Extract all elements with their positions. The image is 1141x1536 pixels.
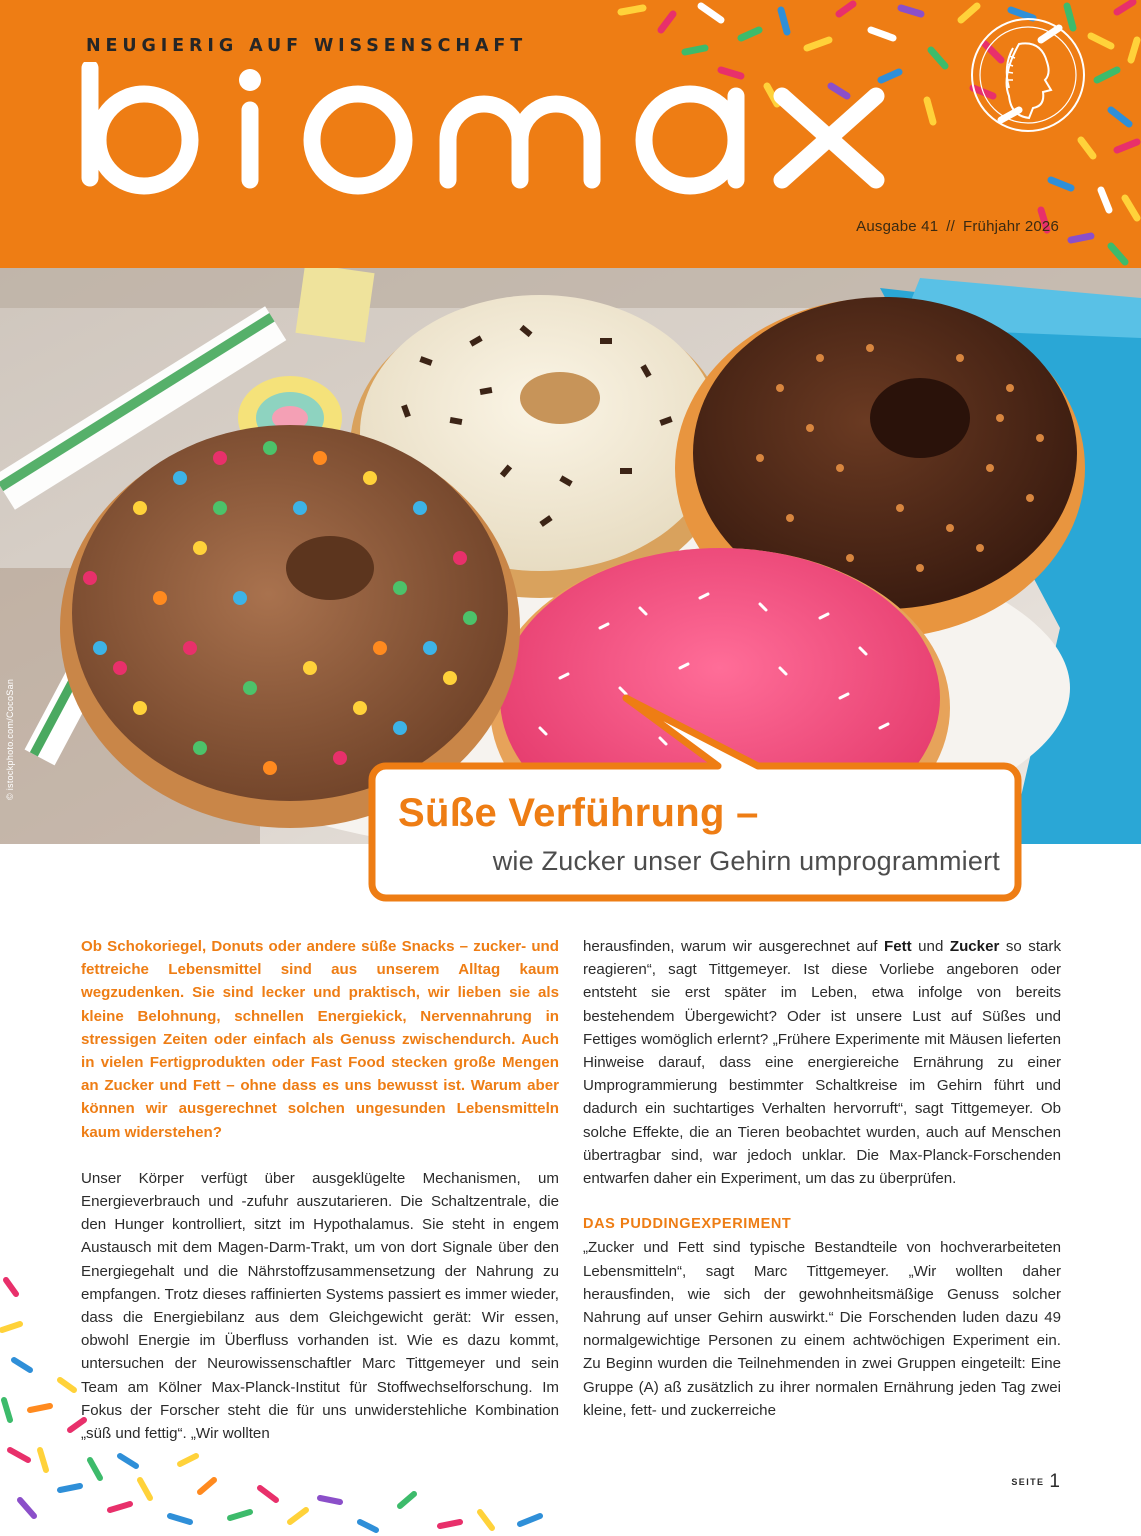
masthead	[0, 0, 1141, 268]
issue-season: Frühjahr 2026	[963, 218, 1059, 235]
tagline: NEUGIERIG AUF WISSENSCHAFT	[86, 36, 528, 56]
page-number-value: 1	[1049, 1471, 1060, 1492]
section-subheading: DAS PUDDINGEXPERIMENT	[583, 1216, 792, 1233]
paragraph-2-start: herausfinden, warum wir ausgerechnet auf	[583, 938, 884, 955]
article-lead: Ob Schokoriegel, Donuts oder andere süße Snacks – zucker- und fettreiche Lebensmittel sind aus unserem Alltag kaum wegzudenken. Sie sind lecker und praktisch, wir lieben sie als kleine Belohnung, schnellen Energiekick, Nervennahrung in stressigen Zeiten oder einfach als Genuss zwischendurch. Auch in vielen Fertigprodukten oder Fast Food stecken große Mengen an Zucker und Fett – ohne dass es uns bewusst ist. Warum aber können wir ausgerechnet solchen ungesunden Lebensmitteln kaum widerstehen?	[81, 938, 559, 1141]
photo-credit: © istockphoto.com/CocoSan	[5, 678, 15, 800]
page-number	[1011, 1471, 1060, 1493]
text-column-right	[583, 935, 1061, 1422]
article-paragraph-3: „Zucker und Fett sind typische Bestandteile von hochverarbeiteten Lebensmitteln“, sagt Marc Tittgemeyer. „Wir wollten daher herausfinden, wie sich der gewohnheitsmäßige Genuss solcher Nahrung auf unser Gehirn auswirkt.“ Die Forschenden luden dazu 49 normalgewichtige Personen zu einem achtwöchigen Experiment ein. Zu Beginn wurden die Teilnehmenden in zwei Gruppen eingeteilt: Eine Gruppe (A) aß zusätzlich zu ihrer normalen Ernährung jeden Tag zwei kleine, fett- und zuckerreiche	[583, 1239, 1061, 1419]
article-subtitle: wie Zucker unser Gehirn umprogrammiert	[492, 846, 1000, 876]
biomax-logo	[76, 62, 996, 202]
issue-number: Ausgabe 41	[856, 218, 939, 235]
paragraph-2-rest: so stark reagieren“, sagt Tittgemeyer. Ist diese Vorliebe angeboren oder entsteht sie erst später im Leben, etwa infolge von bereits bestehendem Übergewicht? Oder ist unsere Lust auf Süßes und Fettiges womöglich erlernt? „Frühere Experimente mit Mäusen lieferten Hinweise darauf, dass eine energiereiche Ernährung zu einer Umprogrammierung bestimmter Schaltkreise im Gehirn führt und dadurch ein suchtartiges Verhalten hervorruft“, sagt Tittgemeyer. Ob solche Effekte, die an Tieren beobachtet wurden, auch auf Menschen übertragbar sind, war jedoch unklar. Die Max-Planck-Forschenden entwarfen daher ein Experiment, um das zu überprüfen.	[583, 938, 1061, 1188]
article-title: Süße Verführung –	[398, 791, 759, 835]
page-label: SEITE	[1011, 1477, 1045, 1487]
paragraph-2-conjunction: und	[911, 938, 950, 955]
issue-info	[856, 218, 1059, 235]
keyword-fett: Fett	[883, 938, 912, 955]
article-paragraph-1: Unser Körper verfügt über ausgeklügelte Mechanismen, um Energieverbrauch und -zufuhr auszutarieren. Die Schaltzentrale, die den Hunger kontrolliert, sitzt im Hypothalamus. Sie steht in engem Austausch mit dem Magen-Darm-Trakt, um von dort Signale über den Energiegehalt und die Nährstoffzusammensetzung der Nahrung zu empfangen. Trotz dieses raffinierten Systems passiert es immer wieder, dass die Energiebilanz aus dem Gleichgewicht gerät: Wir essen, obwohl Energie im Überfluss vorhanden ist. Wie es dazu kommt, untersuchen der Neurowissenschaftler Marc Tittgemeyer und sein Team am Kölner Max-Planck-Institut für Stoffwechselforschung. Im Fokus der Forscher steht die für uns unwiderstehliche Kombination „süß und fettig“. „Wir wollten	[81, 1169, 559, 1443]
article-paragraph-2	[583, 935, 1061, 1190]
keyword-zucker: Zucker	[949, 938, 1000, 955]
issue-separator: //	[946, 218, 955, 235]
sprinkles-decoration-bottom	[0, 1260, 600, 1536]
max-planck-seal	[969, 16, 1087, 134]
